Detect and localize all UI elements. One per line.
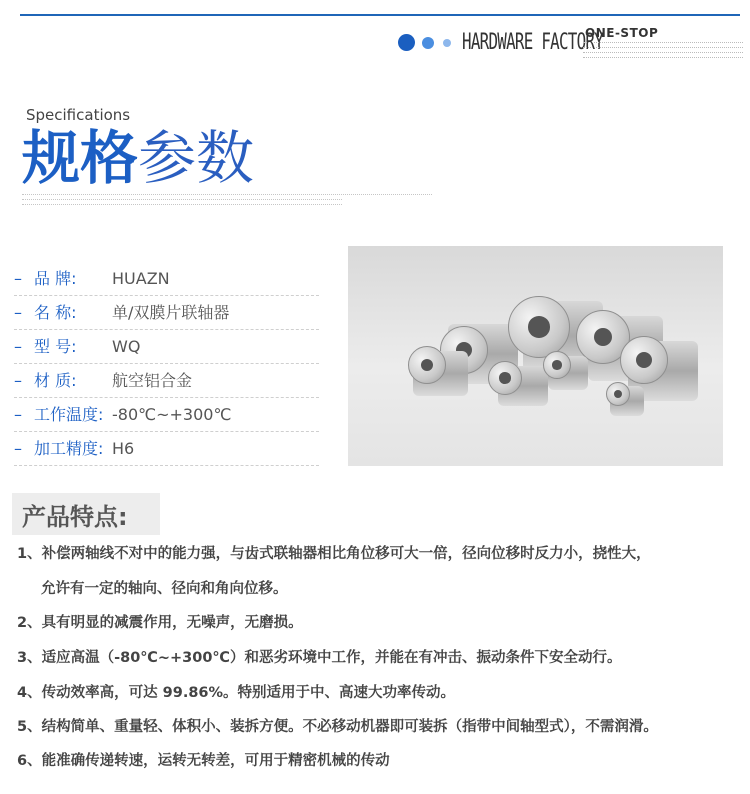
spec-label: 加工精度:: [34, 439, 104, 458]
feature-item: 2、具有明显的减震作用，无噪声，无磨损。: [17, 615, 303, 631]
spec-value: WQ: [112, 337, 141, 356]
spec-label: 材 质:: [34, 371, 77, 390]
spec-dash: –: [14, 303, 22, 322]
spec-value: H6: [112, 439, 135, 458]
dot-large-icon: [398, 34, 415, 51]
spec-dash: –: [14, 337, 22, 356]
specs-heading-chinese: [22, 124, 254, 192]
dot-small-icon: [443, 39, 451, 47]
brand-fine-print: [583, 42, 743, 62]
specs-heading-english: Specifications: [26, 106, 131, 124]
spec-list: [14, 262, 319, 466]
features-heading-text: 产品特点:: [22, 503, 128, 531]
coupling-face: [543, 351, 571, 379]
coupling-face: [508, 296, 570, 358]
spec-row-model: [14, 330, 319, 364]
spec-label: 名 称:: [34, 303, 77, 322]
specs-heading-bold: 规格: [22, 124, 139, 192]
feature-item: 1、补偿两轴线不对中的能力强，与齿式联轴器相比角位移可大一倍，径向位移时反力小，挠性大，: [17, 546, 651, 562]
spec-value: HUAZN: [112, 269, 170, 288]
spec-row-name: [14, 296, 319, 330]
brand-tag: ONE-STOP: [585, 26, 659, 40]
spec-row-brand: [14, 262, 319, 296]
coupling-face: [488, 361, 522, 395]
feature-item: 3、适应高温（-80℃~+300℃）和恶劣环境中工作，并能在有冲击、振动条件下安全动行。: [17, 650, 622, 666]
spec-value: 单/双膜片联轴器: [112, 303, 230, 322]
features-heading: [12, 493, 160, 535]
spec-label: 型 号:: [34, 337, 77, 356]
feature-item: 5、结构简单、重量轻、体积小、装拆方便。不必移动机器即可装拆（指带中间轴型式），不需润滑。: [17, 719, 658, 735]
feature-item: 4、传动效率高，可达 99.86%。特别适用于中、高速大功率传动。: [17, 685, 456, 701]
coupling-face: [606, 382, 630, 406]
product-photo: [348, 246, 723, 466]
spec-dash: –: [14, 439, 22, 458]
spec-dash: –: [14, 371, 22, 390]
spec-row-material: [14, 364, 319, 398]
spec-row-precision: [14, 432, 319, 466]
spec-value: -80℃~+300℃: [112, 405, 232, 424]
spec-label: 品 牌:: [34, 269, 77, 288]
spec-value: 航空铝合金: [112, 371, 193, 390]
top-divider: [20, 14, 740, 16]
feature-item-continued: 允许有一定的轴向、径向和角向位移。: [41, 581, 288, 597]
feature-item: 6、能准确传递转速，运转无转差，可用于精密机械的传动: [17, 753, 390, 769]
spec-dash: –: [14, 269, 22, 288]
spec-dash: –: [14, 405, 22, 424]
coupling-face: [620, 336, 668, 384]
dot-medium-icon: [422, 37, 434, 49]
coupling-face: [408, 346, 446, 384]
spec-label: 工作温度:: [34, 405, 104, 424]
spec-row-temperature: [14, 398, 319, 432]
specs-heading-light: 参数: [138, 124, 255, 192]
brand-title: HARDWARE FACTORY: [462, 30, 604, 55]
specs-fine-print: [22, 194, 342, 209]
